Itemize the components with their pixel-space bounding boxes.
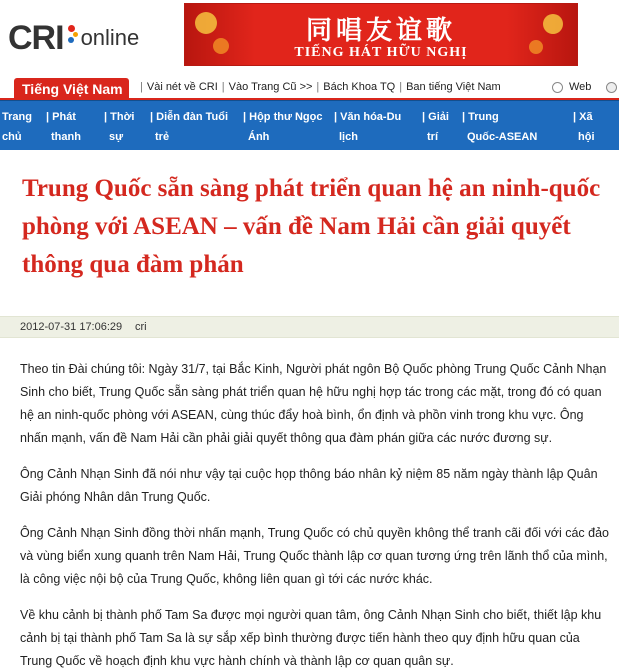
banner-chinese-title: 同唱友谊歌 <box>305 16 456 46</box>
nav-label: chủ <box>2 131 22 143</box>
article-paragraph: Ông Cảnh Nhạn Sinh đồng thời nhấn mạnh, Trung Quốc có chủ quyền không thể tranh cãi đối với các đảo và vùng biển xung quanh trên Nam Hải, Trung Quốc thành lập cơ quan tương ứng trên lãnh thổ của mình, là công việc nội bộ của Trung Quốc, không liên quan gì tới các nước khác. <box>20 526 609 586</box>
nav-label: | Trung <box>462 111 499 123</box>
nav-label: lịch <box>339 131 358 143</box>
article-paragraph: Ông Cảnh Nhạn Sinh đã nói như vậy tại cuộc họp thông báo nhân kỷ niệm 85 năm ngày thành lập Quân Giải phóng Nhân dân Trung Quốc. <box>20 467 598 504</box>
logo-dots-icon <box>66 23 80 53</box>
nav-label: trí <box>427 131 438 143</box>
nav-item-radio[interactable] <box>46 107 81 147</box>
friendship-song-banner[interactable] <box>184 3 578 66</box>
article-body <box>20 358 612 668</box>
nav-label: Ánh <box>248 131 270 143</box>
nav-label: | Văn hóa-Du <box>334 111 402 123</box>
quick-links <box>136 77 501 97</box>
article-paragraph: Về khu cảnh bị thành phố Tam Sa được mọi người quan tâm, ông Cảnh Nhạn Sinh cho biết, thiết lập khu cảnh bị tại thành phố Tam Sa là sự sắp xếp bình thường được tiến hành theo quy định hữu quan của Trung Quốc về hoạch định khu vực hành chính và thành lập cơ quan quân sự. <box>20 608 602 668</box>
top-header <box>0 0 619 72</box>
search-option-label: Web <box>569 81 592 93</box>
sub-bar <box>0 72 619 100</box>
publish-date: 2012-07-31 17:06:29 <box>20 321 123 333</box>
article-meta <box>0 316 619 338</box>
link-old-site[interactable]: Vào Trang Cũ >> <box>228 81 313 93</box>
nav-item-mailbox[interactable] <box>243 107 322 147</box>
nav-label: hội <box>578 131 595 143</box>
search-option-site[interactable] <box>606 78 619 96</box>
banner-vietnamese-title: TIẾNG HÁT HỮU NGHỊ <box>294 45 468 60</box>
main-navigation <box>0 100 619 150</box>
cri-online-logo[interactable] <box>8 18 158 58</box>
nav-label: | Xã <box>573 111 593 123</box>
link-about-cri[interactable]: Vài nét về CRI <box>146 81 218 93</box>
nav-item-china-asean[interactable] <box>462 107 537 147</box>
nav-label: | Hộp thư Ngọc <box>243 111 323 123</box>
divider: | <box>316 81 320 93</box>
section-tab-vietnamese[interactable]: Tiếng Việt Nam <box>14 78 129 100</box>
divider: | <box>140 81 143 93</box>
radio-site[interactable] <box>606 82 617 93</box>
logo-text: CRI <box>8 19 64 57</box>
nav-label: sự <box>109 131 124 143</box>
nav-item-entertainment[interactable] <box>422 107 449 147</box>
article-source: cri <box>135 321 147 333</box>
divider: | <box>221 81 225 93</box>
radio-web[interactable] <box>552 82 563 93</box>
nav-label: Trang <box>2 111 32 123</box>
article-paragraph: Theo tin Đài chúng tôi: Ngày 31/7, tại Bắc Kinh, Người phát ngôn Bộ Quốc phòng Trung Quốc Cảnh Nhạn Sinh cho biết, Trung Quốc sẵn sàng phát triển quan hệ hữu nghị hợp tác trong các mặt, trong đó có quan hệ an ninh-quốc phòng với ASEAN, cùng thúc đẩy hoà bình, ổn định và phồn vinh trong khu vực. Ông nhấn mạnh, vấn đề Nam Hải cần phải giải quyết thông qua đàm phán giữa các nước đương sự. <box>20 362 607 445</box>
nav-label: | Phát <box>46 111 76 123</box>
nav-label: | Diễn đàn Tuổi <box>150 111 229 123</box>
search-option-web[interactable] <box>552 78 591 96</box>
nav-label: | Thời <box>104 111 135 123</box>
nav-item-news[interactable] <box>104 107 134 147</box>
link-vietnamese-service[interactable]: Ban tiếng Việt Nam <box>406 81 501 93</box>
nav-label: | Giải <box>422 111 449 123</box>
article-title: Trung Quốc sẵn sàng phát triển quan hệ an ninh-quốc phòng với ASEAN – vấn đề Nam Hải cần giải quyết thông qua đàm phán <box>22 175 601 278</box>
link-encyclopedia[interactable]: Bách Khoa TQ <box>323 81 396 93</box>
nav-item-home[interactable] <box>2 107 32 147</box>
nav-label: trẻ <box>155 131 170 143</box>
nav-label: thanh <box>51 131 81 143</box>
nav-item-youth-forum[interactable] <box>150 107 228 147</box>
nav-item-culture-travel[interactable] <box>334 107 401 147</box>
divider: | <box>399 81 403 93</box>
logo-suffix: online <box>80 25 140 50</box>
nav-label: Quốc-ASEAN <box>467 131 538 143</box>
nav-item-society[interactable] <box>573 107 595 147</box>
